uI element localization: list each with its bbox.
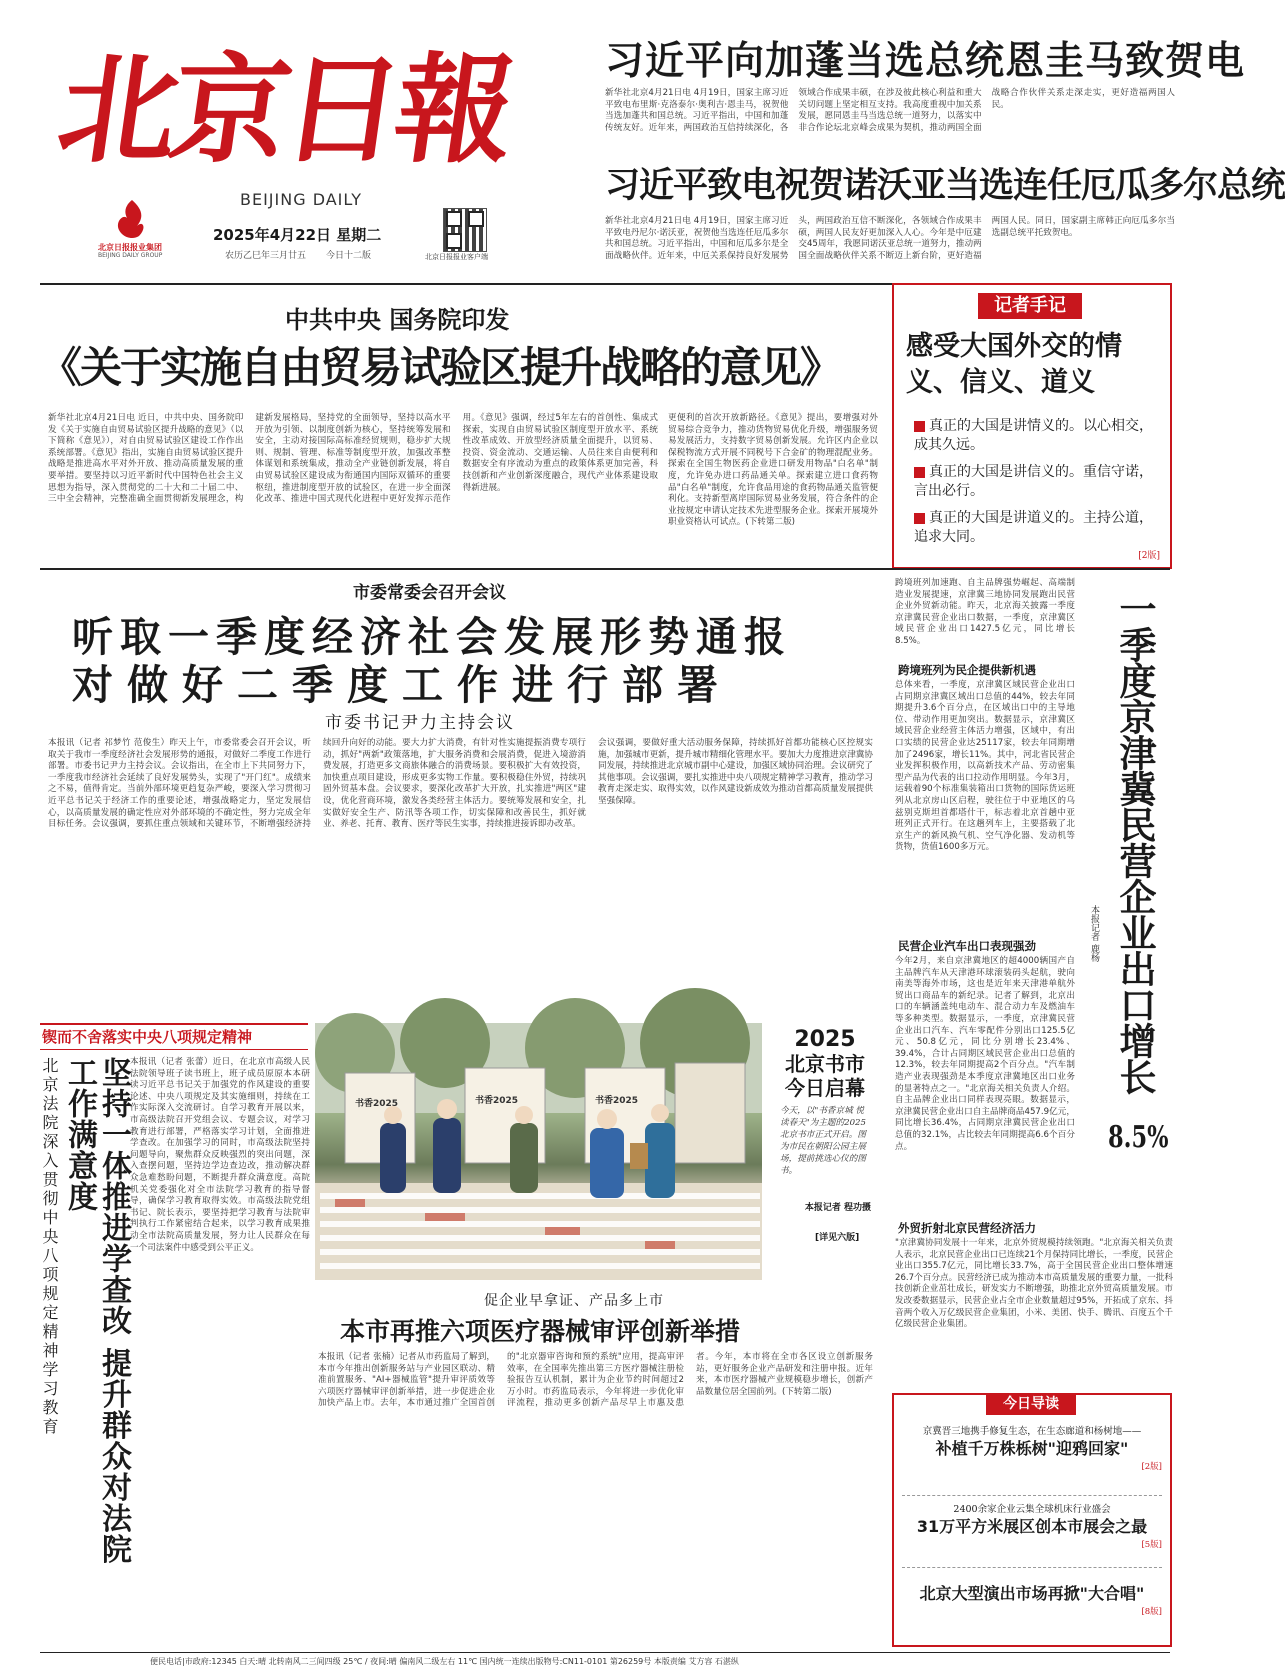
meeting-headline: 听取一季度经济社会发展形势通报 (72, 613, 792, 661)
masthead-char: 北 (50, 40, 182, 179)
square-bullet-icon (914, 467, 925, 478)
meeting-headline: 对做好二季度工作进行部署 (72, 661, 732, 709)
export-section-body: 今年2月，来自京津冀地区的超4000辆国产自主品牌汽车从天津港环球滚装码头起航，驶向南美等海外市场，这也是近年来天津港单航外贸出口商品车的新纪录。记者了解到，北京出口的车辆涵盖纯电动车、混合动力车及燃油车等多种类型。数据显示，一季度，京津冀民营企业出口汽车、汽车零配件分别出口125.5亿元、50.8亿元，同比分别增长23.4%、39.4%，合计占同期区域民营企业出口总值的12.3%，较去年同期提高2个百分点。"汽车制造产业表现强劲是本季度京津冀地区出口业务的显著特点之一。"北京海关相关负责人介绍。自主品牌企业出口同样表现亮眼。数据显示，京津冀民营企业出口自主品牌商品457.9亿元，同比增长36.4%，占同期京津冀民营企业出口总值的32.1%，占比较去年同期提高6.6个百分点。 (895, 956, 1075, 1152)
square-bullet-icon (914, 421, 925, 432)
notes-headline: 感受大国外交的情义、信义、道义 (906, 331, 1122, 398)
booth-sign: 书香2025 (475, 1096, 519, 1106)
divider (40, 568, 1170, 570)
footer-text: 便民电话|市政府:12345 白天:晴 北转南风二三间四级 25℃ / 夜间:晴 偏南风二级左右 11℃ 国内统一连续出版物号:CN11-0101 第26259号 本版责编 艾方容 石湛纵 (150, 1657, 739, 1666)
top-story-body: 新华社北京4月21日电 4月19日，国家主席习近平致电布里斯·克洛泰尔·奥利吉·恩圭马，祝贺他当选加蓬共和国总统。习近平指出，中国和加蓬传统友好。近年来，两国政治互信持续深化，各领域合作成果丰硕，在涉及彼此核心利益和重大关切问题上坚定相互支持。我高度重视中加关系发展，愿同恩圭马当选总统一道努力，以落实中非合作论坛北京峰会成果为契机，推动两国全面战略合作伙伴关系走深走实，更好造福两国人民。 (605, 88, 1175, 133)
meeting-body: 本报讯（记者 祁梦竹 范俊生）昨天上午，市委常委会召开会议，听取关于我市一季度经济社会发展形势的通报，对做好二季度工作进行部署。市委书记尹力主持会议。会议指出，在全市上下共同努力下，一季度我市经济社会延续了良好发展势头，实现了"开门红"。成绩来之不易，值得肯定。当前外部环境更趋复杂严峻，要深入学习贯彻习近平总书记关于经济工作的重要论述，增强战略定力，坚定发展信心，以高质量发展的确定性应对外部环境的不确定性，努力完成全年目标任务。会议强调，要抓住重点领域和关键环节，不断增强经济持续回升向好的动能。要大力扩大消费，有针对性实施提振消费专项行动，抓好"两新"政策落地，扩大服务消费和会展消费，促进入境游消费发展，打造更多文商旅体融合的消费场景。要积极扩大有效投资，加快重点项目建设，形成更多实物工作量。要积极稳住外贸，持续巩固外贸基本盘。会议要求，要深化改革扩大开放，扎实推进"两区"建设，优化营商环境，激发各类经营主体活力。要统筹发展和安全，扎实做好安全生产、防汛等各项工作，切实保障和改善民生，抓好就业、养老、托育、教育、医疗等民生实事，持续推进接诉即办改革。 (48, 738, 586, 830)
top-story-headline: 习近平向加蓬当选总统恩圭马致贺电 (605, 39, 1246, 84)
masthead-english: BEIJING DAILY (240, 190, 362, 209)
book-fair-scene (315, 1023, 762, 1280)
group-english: BEIJING DAILY GROUP (98, 252, 163, 259)
meeting-kicker: 市委常委会召开会议 (353, 583, 506, 603)
today-tag: 今日导读 (986, 1393, 1076, 1415)
group-logo (107, 198, 157, 240)
photo-page-ref[interactable]: [详见六版] (815, 1233, 860, 1243)
qr-code[interactable] (443, 208, 487, 252)
today-guide-box (892, 1393, 1172, 1647)
book-fair-title-line: 2025 (794, 1027, 856, 1052)
book-fair-photo (315, 1023, 762, 1280)
export-intro: 跨境班列加速跑、自主品牌强势崛起、高端制造业发展提速，京津冀三地协同发展跑出民营企业外贸新动能。昨天，北京海关披露一季度京津冀民营企业出口数据，一季度，京津冀区域民营企业出口1427.5亿元，同比增长8.5%。 (895, 578, 1075, 646)
masthead-char: 報 (386, 40, 518, 179)
export-section-title: 外贸折射北京民营经济活力 (898, 1221, 1036, 1235)
page-count: 今日十二版 (326, 251, 372, 261)
top-story-headline: 习近平致电祝贺诺沃亚当选连任厄瓜多尔总统 (605, 166, 1285, 206)
lead-headline: 《关于实施自由贸易试验区提升战略的意见》 (40, 343, 841, 392)
export-section-body: 总体来看，一季度，京津冀区域民营企业出口占同期京津冀区域出口总值的44%，较去年同期提升3.6个百分点，在区域出口中的主导地位、带动作用更加突出。数据显示，京津冀区域民营企业经营主体活力增强，区域中，有出口实绩的民营企业达25117家，较去年同期增加了2496家，增长11%。其中，河北省民营企业发挥积极作用，以高新技术产品、劳动密集型产品为代表的出口拉动作用明显。今年3月，运载着90个标准集装箱出口货物的国际货运班列从北京房山区启程，驶往位于中亚地区的乌兹别克斯坦首都塔什干，标志着北京首趟中亚班列正式开行。在这趟列车上，主要搭载了北京生产的新风换气机、空气净化器、发动机等货物，货值1600多万元。 (895, 680, 1075, 853)
notes-line: 真正的大国是讲情义的。以心相交，成其久远。 (914, 418, 1153, 453)
flame-logo-icon (107, 198, 157, 240)
today-item-headline: 补植千万株栎树"迎鸦回家" (935, 1439, 1129, 1458)
medical-kicker: 促企业早拿证、产品多上市 (484, 1293, 664, 1309)
today-item[interactable] (902, 1503, 1162, 1550)
notes-line: 真正的大国是讲道义的。主持公道，追求大同。 (914, 510, 1153, 545)
discipline-banner-text: 锲而不舍落实中央八项规定精神 (42, 1028, 253, 1046)
book-fair-title-line: 北京书市 (785, 1052, 865, 1076)
export-section-title: 民营企业汽车出口表现强劲 (898, 939, 1036, 953)
masthead-char: 日 (274, 40, 406, 179)
today-item[interactable] (902, 1425, 1162, 1472)
discipline-vertical-kicker: 北京法院深入贯彻中央八项规定精神学习教育 (40, 1057, 59, 1437)
today-item-headline: 31万平方米展区创本市展会之最 (916, 1517, 1148, 1536)
discipline-headline: 坚持一体推进学查改 提升群众对法院工作满意度 (62, 1057, 131, 1565)
meeting-body-continued: 会议强调，要做好重大活动服务保障，持续抓好首都功能核心区控规实施，加强城市更新，提升城市精细化管理水平。要加大力度推进京津冀协同发展，持续推进北京城市副中心建设，加强区域协同治理。会议研究了其他事项。会议强调，要扎实推进中央八项规定精神学习教育，推动学习教育走深走实、取得实效，以作风建设新成效为推动首都高质量发展提供坚强保障。 (598, 738, 874, 806)
today-item-page: [2版] (1141, 1462, 1162, 1472)
book-fair-title (770, 1028, 880, 1100)
qr-caption: 北京日报报业客户端 (425, 253, 488, 261)
today-item-page: [8版] (1141, 1607, 1162, 1617)
lead-body: 新华社北京4月21日电 近日，中共中央、国务院印发《关于实施自由贸易试验区提升战略的意见》（以下简称《意见》），对自由贸易试验区建设工作作出系统部署。《意见》指出，实施自由贸易试验区提升战略是推进高水平对外开放、推动高质量发展的重要举措。要坚持以习近平新时代中国特色社会主义思想为指导，深入贯彻党的二十大和二十届二中、三中全会精神，完整准确全面贯彻新发展理念，构建新发展格局，坚持党的全面领导，坚持以高水平开放为引领、以制度创新为核心，坚持统筹发展和安全，主动对接国际高标准经贸规则，稳步扩大规则、规制、管理、标准等制度型开放，加强改革整体谋划和系统集成，推动全产业链创新发展，将自由贸易试验区建设成为衔通国内国际双循环的重要枢纽，推进制度型开放的试验区，在进一步全面深化改革、推进中国式现代化进程中更好发挥示范作用。《意见》强调，经过5年左右的首创性、集成式探索，实现自由贸易试验区制度型开放水平、系统性改革成效、开放型经济质量全面提升，以贸易、投资、资金流动、交通运输、人员往来自由便利和数据安全有序流动为重点的政策体系更加完善，科技创新和产业创新深度融合，现代产业体系建设取得新进展。 (48, 413, 658, 505)
today-item-headline: 北京大型演出市场再掀"大合唱" (919, 1584, 1145, 1603)
footer-rule (40, 1652, 1170, 1653)
lunar-date: 农历乙巳年三月廿五 (225, 251, 307, 261)
reporter-notes-box (892, 283, 1172, 569)
photo-credit: 本报记者 程功摄 (804, 1203, 871, 1213)
top-story-body: 新华社北京4月21日电 4月19日，国家主席习近平致电丹尼尔·诺沃亚，祝贺他当选连任厄瓜多尔共和国总统。习近平指出，中国和厄瓜多尔是全面战略伙伴。近年来，中厄关系保持良好发展势头，两国政治互信不断深化，各领域合作成果丰硕，两国人民友好更加深入人心。今年是中厄建交45周年，我愿同诺沃亚总统一道努力，推动两国全面战略伙伴关系不断迈上新台阶，更好造福两国人民。同日，国家副主席韩正向厄瓜多尔当选副总统平托致贺电。 (605, 216, 1175, 261)
discipline-body: 本报讯（记者 张蕾）近日，在北京市高级人民法院领导班子读书班上，班子成员原原本本研读习近平总书记关于加强党的作风建设的重要论述、中央八项规定及其实施细则，持续在工作实际深入交流研讨。自学习教育开展以来，市高级法院召开党组会议、专题会议，对学习教育进行部署，严格落实学习计划，全面推进学查改。在加强学习的同时，市高级法院坚持问题导向，聚焦群众反映强烈的突出问题，深入查摆问题，坚持边学边查边改，推动解决群众急难愁盼问题，不断提升群众满意度。高院机关党委强化对全市法院学习教育的指导督导，确保学习教育取得实效。市高级法院党组书记、院长表示，要坚持把学习教育与法院审判执行工作紧密结合起来，以学习教育成果推动全市法院高质量发展，努力让人民群众在每一个司法案件中感受到公平正义。 (130, 1057, 310, 1253)
today-item[interactable] (902, 1583, 1162, 1617)
notes-page-ref[interactable]: [2版] (1138, 551, 1160, 561)
today-item-page: [5版] (1141, 1540, 1162, 1550)
book-fair-title-line: 今日启幕 (785, 1076, 865, 1100)
notes-line: 真正的大国是讲信义的。重信守诺，言出必行。 (914, 464, 1153, 499)
square-bullet-icon (914, 513, 925, 524)
notes-tag: 记者手记 (978, 293, 1082, 319)
medical-headline: 本市再推六项医疗器械审评创新举措 (340, 1317, 741, 1346)
export-section-title: 跨境班列为民企提供新机遇 (898, 663, 1036, 677)
today-item-kicker: 京冀晋三地携手修复生态，在生态廊道和杨树地—— (922, 1426, 1142, 1437)
discipline-banner (40, 1023, 308, 1050)
photo-caption: 今天，以"书香京城 悦读春天"为主题的2025北京书市正式开启。图为市民在朝阳公园主展场，提前挑选心仪的图书。 (780, 1106, 866, 1176)
masthead-char: 京 (162, 40, 294, 179)
booth-sign: 书香2025 (355, 1099, 399, 1109)
issue-date: 2025年4月22日 星期二 (213, 226, 382, 244)
group-name: 北京日报报业集团 (98, 243, 162, 252)
export-section-body: "京津冀协同发展十一年来，北京外贸规模持续领跑。"北京海关相关负责人表示，北京民营企业出口已连续21个月保持同比增长，一季度，民营企业出口355.7亿元，同比增长33.7%，高于全国民营企业出口整体增速26.7个百分点。民营经济已成为推动本市高质量发展的重要力量，一批科技创新企业茁壮成长，研发实力不断增强，助推北京外贸高质量发展。市发改委数据显示，民营企业占全市企业数量超过95%，开拓成了京东、抖音两个收入万亿级民营企业集团，小米、美团、快手、腾讯、百度五个千亿级民营企业集团。 (895, 1238, 1173, 1330)
export-growth: 8.5% (1108, 1120, 1169, 1155)
today-item-kicker: 2400余家企业云集全球机床行业盛会 (953, 1504, 1111, 1515)
medical-body: 本报讯（记者 张楠）记者从市药监局了解到，本市今年推出创新服务站与产业园区联动、精准前置服务、"AI+器械监管"提升审评质效等六项医疗器械审评创新举措，进一步促进企业加快产品上市。去年，本市通过推广全国首创的"北京器审咨询和预约系统"应用，提高审评效率，在全国率先推出第三方医疗器械注册检验报告互认机制，累计为企业节约时间超过2万小时。市药监局表示，今年将进一步优化审评流程，推动更多创新产品尽早上市惠及患者。今年，本市将在全市各区设立创新服务站，更好服务企业产品研发和注册申报。近年来，本市医疗器械产业规模稳步增长，创新产品数量位居全国前列。(下转第二版) (318, 1352, 873, 1409)
booth-sign: 书香2025 (595, 1096, 639, 1106)
meeting-subhead: 市委书记尹力主持会议 (325, 713, 515, 733)
lead-body-continued: 更便利的首次开放新路径。《意见》提出，要增强对外贸易综合竞争力，推动货物贸易优化升级，增强服务贸易发展活力，支持数字贸易创新发展。允许区内企业以保税物流方式开展不同税号下合金矿的物理混配业务。探索在全国生物医药企业进口研发用物品"白名单"制度，允许免办进口药品通关单。探索建立进口食药物品"白名单"制度，允许食品用途的食药物品通关监管便利化。支持新型离岸国际贸易业务发展，符合条件的企业按规定申请认定技术先进型服务企业。探索开展境外职业资格认可试点。(下转第二版) (668, 413, 878, 528)
lead-kicker: 中共中央 国务院印发 (285, 306, 510, 334)
export-byline: 本报记者 鹿杨 (1089, 905, 1099, 962)
export-vertical-headline: 一季度京津冀民营企业出口增长 (1113, 590, 1156, 1094)
